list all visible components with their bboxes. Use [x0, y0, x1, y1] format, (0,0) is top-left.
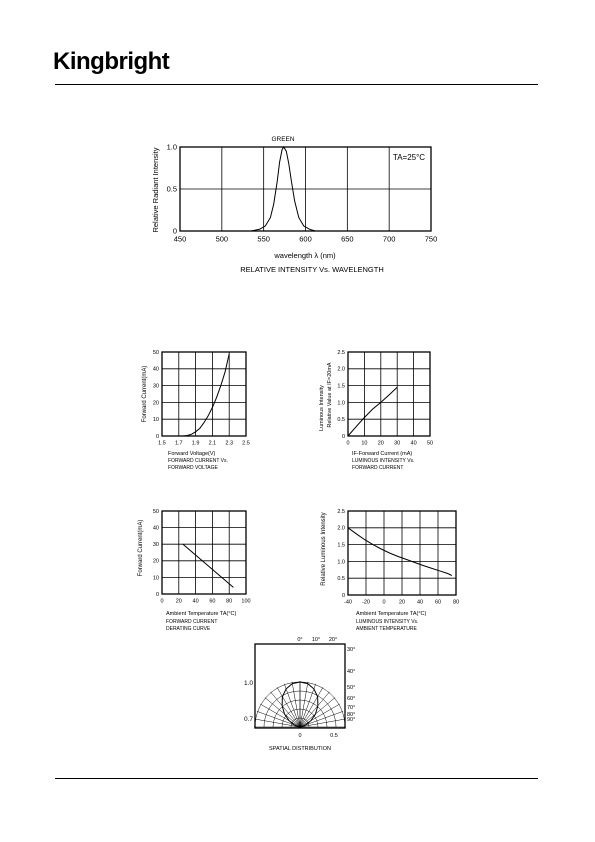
x-tick-label: 2.1 — [208, 440, 217, 447]
x-tick-label: 30 — [394, 440, 401, 447]
y-tick-label: 10 — [152, 417, 159, 424]
chart-title: RELATIVE INTENSITY Vs. WAVELENGTH — [240, 265, 384, 274]
x-tick-label: 40 — [410, 440, 417, 447]
chart-title-line: FORWARD VOLTAGE — [168, 465, 218, 471]
y-tick-label: 40 — [152, 366, 159, 373]
x-tick-label: 750 — [424, 234, 438, 244]
y-axis-label: Forward Current(mA) — [142, 365, 148, 423]
x-tick-label: 1.9 — [191, 440, 200, 447]
chart-title-line: FORWARD CURRENT — [166, 619, 218, 625]
x-axis-label: wavelength λ (nm) — [274, 251, 336, 260]
y-axis-label: Relative Radiant Intensity — [151, 147, 160, 233]
y-axis-label: Relative Luminous Intensity — [321, 512, 327, 586]
y-tick-label: 40 — [152, 525, 159, 532]
radial-label: 0.7 — [243, 716, 253, 723]
y-tick-label: 1.0 — [337, 400, 345, 407]
y-tick-label: 50 — [152, 508, 159, 515]
series-line — [183, 544, 233, 587]
series-line — [183, 354, 229, 436]
chart-title-line: LUMINOUS INTENSITY Vs. — [352, 458, 415, 464]
x-tick-label: -20 — [362, 599, 370, 606]
y-tick-label: 20 — [152, 558, 159, 565]
x-tick-label: 650 — [341, 234, 354, 244]
y-tick-label: 0 — [341, 433, 345, 440]
chart-luminous-current — [319, 350, 433, 471]
angle-label: 80° — [347, 712, 356, 718]
y-tick-label: 20 — [152, 400, 159, 407]
chart-derating — [138, 509, 251, 632]
x-tick-label: 60 — [209, 598, 216, 605]
y-tick-label: 0 — [341, 592, 345, 599]
chart-forward-voltage — [142, 350, 250, 471]
x-tick-label: 700 — [382, 234, 396, 244]
chart-title-line: FORWARD CURRENT — [352, 465, 404, 471]
chart-title-line: FORWARD CURRENT Vs. — [168, 458, 228, 464]
chart-luminous-temperature — [321, 509, 459, 632]
x-axis-label: Forward Voltage(V) — [168, 451, 216, 457]
x-tick-label: 80 — [226, 598, 233, 605]
bottom-label: 0 — [298, 733, 302, 739]
x-tick-label: 0 — [160, 598, 164, 605]
y-tick-label: 30 — [152, 542, 159, 549]
angle-label: 40° — [347, 669, 356, 675]
x-tick-label: 2.3 — [225, 440, 234, 447]
angle-label: 30° — [347, 647, 356, 653]
x-tick-label: 100 — [241, 598, 251, 605]
series-label: GREEN — [271, 136, 295, 143]
y-tick-label: 1.5 — [337, 542, 345, 549]
x-tick-label: 450 — [173, 234, 187, 244]
x-tick-label: 50 — [426, 440, 434, 447]
y-tick-label: 2.5 — [337, 349, 345, 356]
y-axis-label: Forward Current(mA) — [138, 519, 144, 577]
plot-frame — [348, 352, 430, 436]
chart-title: SPATIAL DISTRIBUTION — [269, 746, 331, 752]
y-tick-label: 50 — [152, 349, 159, 356]
x-tick-label: 550 — [257, 234, 270, 244]
x-tick-label: 40 — [192, 598, 199, 605]
y-tick-label: 1.0 — [337, 559, 345, 566]
temperature-annotation: TA=25°C — [392, 153, 426, 162]
plot-frame — [162, 511, 246, 594]
chart-spatial-distribution — [244, 637, 355, 752]
x-tick-label: 600 — [299, 234, 312, 244]
x-axis-label: Ambient Temperature TA(°C) — [356, 611, 427, 617]
y-tick-label: 1.0 — [166, 142, 177, 152]
x-tick-label: 20 — [398, 599, 406, 606]
x-tick-label: 1.5 — [158, 440, 166, 447]
y-tick-label: 30 — [152, 383, 159, 390]
x-tick-label: 1.7 — [174, 440, 183, 447]
angle-label: 90° — [347, 717, 356, 723]
y-tick-label: 0.5 — [337, 576, 345, 583]
angle-label: 0° — [297, 637, 303, 643]
chart-title-line: LUMINOUS INTENSITY Vs. — [356, 619, 419, 625]
x-axis-label: Ambient Temperature TA(°C) — [166, 611, 237, 617]
angle-label: 70° — [347, 705, 356, 711]
y-tick-label: 0 — [155, 433, 159, 440]
angle-label: 10° — [311, 637, 321, 643]
grid — [348, 352, 430, 436]
x-tick-label: 500 — [215, 234, 229, 244]
y-tick-label: 2.0 — [337, 366, 345, 373]
x-tick-label: 2.5 — [242, 440, 250, 447]
y-tick-label: 0.5 — [166, 184, 177, 194]
x-tick-label: 80 — [452, 599, 460, 606]
y-axis-label: Relative Value at IF=20mA — [327, 362, 333, 428]
angle-label: 50° — [347, 685, 356, 691]
series-line — [348, 387, 397, 436]
grid — [348, 511, 456, 595]
chart-wavelength — [151, 136, 437, 274]
x-tick-label: 10 — [361, 440, 368, 447]
y-tick-label: 1.5 — [337, 383, 345, 390]
y-tick-label: 0 — [155, 591, 159, 598]
angle-label: 60° — [347, 696, 356, 702]
x-tick-label: 0 — [346, 440, 350, 447]
angle-label: 20° — [328, 637, 338, 643]
series-line — [348, 528, 452, 576]
y-tick-label: 2.5 — [337, 508, 345, 515]
bottom-label: 0.5 — [330, 733, 338, 739]
chart-title-line: AMBIENT TEMPERATURE — [356, 626, 417, 632]
y-tick-label: 2.0 — [337, 525, 345, 532]
chart-title-line: DERATING CURVE — [166, 626, 211, 632]
brand-logo: Kingbright — [53, 48, 170, 75]
y-axis-label: Luminous Intensity — [319, 385, 325, 431]
x-tick-label: 0 — [382, 599, 386, 606]
radial-label: 1.0 — [243, 680, 253, 687]
x-tick-label: 60 — [434, 599, 442, 606]
grid — [162, 511, 246, 594]
y-tick-label: 10 — [152, 575, 159, 582]
x-tick-label: 40 — [416, 599, 424, 606]
x-tick-label: -40 — [344, 599, 352, 606]
x-tick-label: 20 — [377, 440, 384, 447]
x-axis-label: IF-Forward Current (mA) — [352, 451, 413, 457]
y-tick-label: 0 — [172, 226, 177, 236]
x-tick-label: 20 — [175, 598, 182, 605]
y-tick-label: 0.5 — [337, 417, 345, 424]
